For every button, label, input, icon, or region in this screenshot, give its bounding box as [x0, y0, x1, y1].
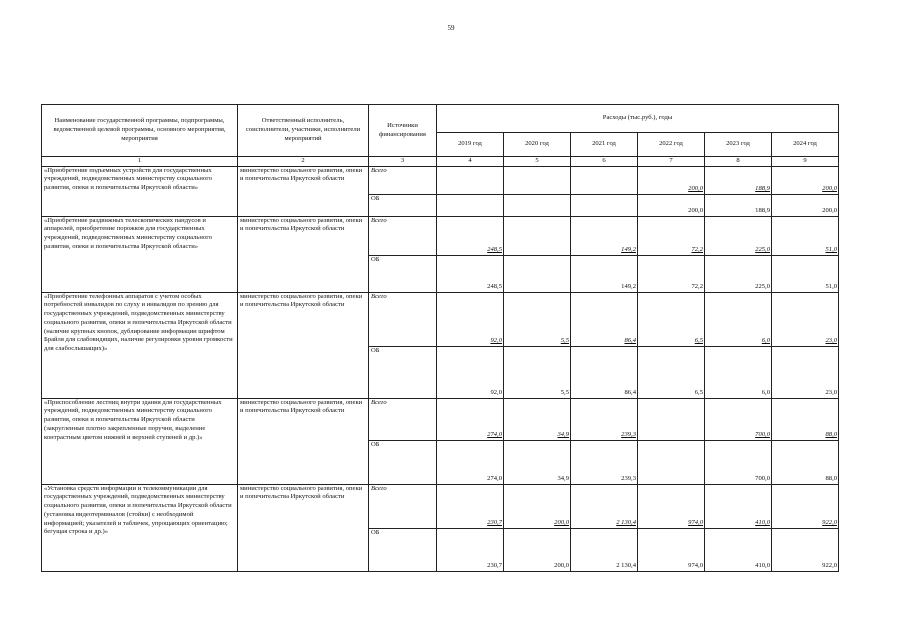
- header-year: 2020 год: [504, 133, 571, 157]
- value-total: 974,0: [638, 484, 705, 528]
- value-ob: 700,0: [705, 440, 772, 484]
- value-total: 200,0: [504, 484, 571, 528]
- source-total: Всего: [369, 166, 437, 194]
- value-ob: 200,0: [772, 194, 839, 216]
- source-ob: ОБ: [369, 255, 437, 292]
- header-executor: Ответственный исполнитель, соисполнители, участники, исполнители мероприятий: [238, 105, 369, 157]
- value-ob: 88,0: [772, 440, 839, 484]
- column-number: 7: [638, 157, 705, 167]
- header-expenses: Расходы (тыс.руб.), годы: [437, 105, 839, 133]
- value-total: [504, 166, 571, 194]
- value-ob: 188,9: [705, 194, 772, 216]
- value-ob: [638, 440, 705, 484]
- value-ob: [437, 194, 504, 216]
- column-number: 8: [705, 157, 772, 167]
- value-total: 700,0: [705, 398, 772, 440]
- value-ob: 51,0: [772, 255, 839, 292]
- value-ob: 5,5: [504, 346, 571, 398]
- value-ob: 92,0: [437, 346, 504, 398]
- measure-name: «Приобретение подъемных устройств для государственных учреждений, подведомственных министерству социального развития, опеки и попечительства Иркутской области»: [42, 166, 238, 216]
- header-name: Наименование государственной программы, подпрограммы, ведомственной целевой программы, основного мероприятия, мероприятия: [42, 105, 238, 157]
- table-row: [42, 292, 839, 346]
- column-number: 1: [42, 157, 238, 167]
- value-ob: 230,7: [437, 528, 504, 571]
- header-year: 2023 год: [705, 133, 772, 157]
- value-ob: 274,0: [437, 440, 504, 484]
- value-ob: 149,2: [571, 255, 638, 292]
- source-ob: ОБ: [369, 346, 437, 398]
- value-total: 6,0: [705, 292, 772, 346]
- value-ob: 922,0: [772, 528, 839, 571]
- source-ob: ОБ: [369, 440, 437, 484]
- header-year: 2021 год: [571, 133, 638, 157]
- value-total: 92,0: [437, 292, 504, 346]
- measure-name: «Приспособление лестниц внутри здания для государственных учреждений, подведомственных министерству социального развития, опеки и попечительства Иркутской области (закругленные плотно закрепленные поручни, выделение контрастным цветом нижней и верхней ступеней и др.)»: [42, 398, 238, 484]
- value-ob: 2 130,4: [571, 528, 638, 571]
- value-total: 200,0: [638, 166, 705, 194]
- value-total: [638, 398, 705, 440]
- value-ob: 225,0: [705, 255, 772, 292]
- source-ob: ОБ: [369, 528, 437, 571]
- value-ob: 34,9: [504, 440, 571, 484]
- value-total: 86,4: [571, 292, 638, 346]
- executor: министерство социального развития, опеки и попечительства Иркутской области: [238, 166, 369, 216]
- value-total: [504, 216, 571, 255]
- value-ob: 248,5: [437, 255, 504, 292]
- value-total: 225,0: [705, 216, 772, 255]
- value-total: 5,5: [504, 292, 571, 346]
- source-total: Всего: [369, 216, 437, 255]
- measure-name: «Приобретение телефонных аппаратов с учетом особых потребностей инвалидов по слуху и инвалидов по зрению для государственных учреждений, подведомственных министерству социального развития, опеки и попечительства Иркутской области (наличие крупных кнопок, дублирование информации шрифтом Брайля для слабовидящих, наличие регулировки уровня громкости для слабослышащих)»: [42, 292, 238, 398]
- executor: министерство социального развития, опеки и попечительства Иркутской области: [238, 484, 369, 571]
- value-total: 248,5: [437, 216, 504, 255]
- value-total: [437, 166, 504, 194]
- value-total: 274,0: [437, 398, 504, 440]
- column-number: 4: [437, 157, 504, 167]
- source-total: Всего: [369, 398, 437, 440]
- column-number: 5: [504, 157, 571, 167]
- value-ob: 86,4: [571, 346, 638, 398]
- table-row: [42, 398, 839, 440]
- value-total: 188,9: [705, 166, 772, 194]
- value-ob: 6,0: [705, 346, 772, 398]
- value-total: 922,0: [772, 484, 839, 528]
- executor: министерство социального развития, опеки и попечительства Иркутской области: [238, 216, 369, 292]
- executor: министерство социального развития, опеки и попечительства Иркутской области: [238, 292, 369, 398]
- header-year: 2024 год: [772, 133, 839, 157]
- value-ob: 6,5: [638, 346, 705, 398]
- value-ob: 72,2: [638, 255, 705, 292]
- header-year: 2022 год: [638, 133, 705, 157]
- value-total: 23,0: [772, 292, 839, 346]
- budget-table: [41, 104, 839, 572]
- value-ob: 410,0: [705, 528, 772, 571]
- value-ob: 239,3: [571, 440, 638, 484]
- value-total: 72,2: [638, 216, 705, 255]
- header-source: Источники финансирования: [369, 105, 437, 157]
- value-total: 88,0: [772, 398, 839, 440]
- value-total: 200,0: [772, 166, 839, 194]
- source-total: Всего: [369, 484, 437, 528]
- measure-name: «Установка средств информации и телекоммуникации для государственных учреждений, подведомственных министерству социального развития, опеки и попечительства Иркутской области (установка видеотерминалов (стойки) с необходимой информацией; указателей и табличек, упрощающих ориентацию; бегущая строка и др.)»: [42, 484, 238, 571]
- header-year: 2019 год: [437, 133, 504, 157]
- value-ob: 23,0: [772, 346, 839, 398]
- value-total: 239,3: [571, 398, 638, 440]
- source-total: Всего: [369, 292, 437, 346]
- executor: министерство социального развития, опеки и попечительства Иркутской области: [238, 398, 369, 484]
- column-number: 9: [772, 157, 839, 167]
- value-ob: [571, 194, 638, 216]
- table-row: [42, 484, 839, 528]
- page-number: 59: [447, 24, 455, 32]
- source-ob: ОБ: [369, 194, 437, 216]
- table-row: [42, 166, 839, 194]
- value-ob: [504, 194, 571, 216]
- value-ob: 200,0: [638, 194, 705, 216]
- column-number: 2: [238, 157, 369, 167]
- value-ob: 974,0: [638, 528, 705, 571]
- value-total: 149,2: [571, 216, 638, 255]
- value-total: 2 130,4: [571, 484, 638, 528]
- value-total: 230,7: [437, 484, 504, 528]
- value-total: 34,9: [504, 398, 571, 440]
- table-row: [42, 216, 839, 255]
- column-number: 3: [369, 157, 437, 167]
- measure-name: «Приобретение раздвижных телескопических пандусов и аппарелей, приобретение порожков для государственных учреждений, подведомственных министерству социального развития, опеки и попечительства Иркутской области»: [42, 216, 238, 292]
- value-total: [571, 166, 638, 194]
- column-number: 6: [571, 157, 638, 167]
- value-total: 410,0: [705, 484, 772, 528]
- value-ob: 200,0: [504, 528, 571, 571]
- value-total: 51,0: [772, 216, 839, 255]
- value-ob: [504, 255, 571, 292]
- value-total: 6,5: [638, 292, 705, 346]
